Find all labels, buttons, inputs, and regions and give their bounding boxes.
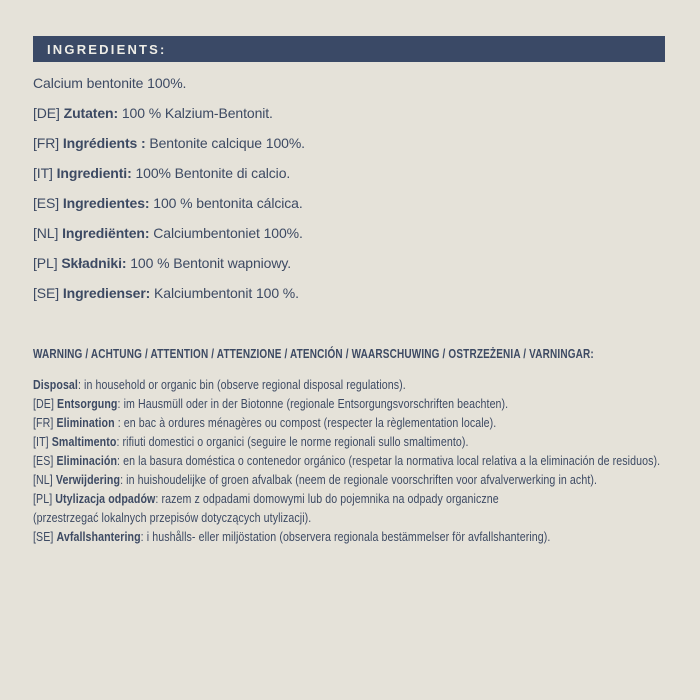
lang-code: [SE] (33, 285, 60, 301)
disposal-value: i hushålls- eller miljöstation (observera regionala bestämmelser för avfallshantering). (146, 530, 551, 544)
disposal-value: in household or organic bin (observe regional disposal regulations). (84, 378, 406, 392)
disposal-label: Utylizacja odpadów (55, 492, 156, 506)
ingredient-label: Ingrediënten: (62, 225, 150, 241)
separator: : (77, 378, 85, 392)
ingredient-label: Ingrédients : (62, 135, 146, 151)
ingredient-value: Kalciumbentonit 100 %. (154, 285, 299, 301)
ingredient-value: 100% Bentonite di calcio. (135, 165, 291, 181)
disposal-label: Elimination (56, 416, 115, 430)
separator: : (120, 473, 127, 487)
lang-code: [NL] (33, 225, 59, 241)
disposal-value: rifiuti domestici o organici (seguire le norme regionali sullo smaltimento). (122, 435, 469, 449)
disposal-value: in huishoudelijke of groen afvalbak (neem de regionale voorschriften voor afvalverwerking in acht). (126, 473, 598, 487)
lang-code: [PL] (33, 255, 58, 271)
disposal-value: en bac à ordures ménagères ou compost (respecter la règlementation locale). (123, 416, 497, 430)
ingredients-section (33, 74, 305, 314)
ingredient-line-se (33, 284, 305, 314)
separator: : (114, 416, 124, 430)
lang-code: [DE] (33, 105, 60, 121)
lang-code: [DE] (33, 397, 55, 411)
ingredient-value: Calciumbentoniet 100%. (153, 225, 303, 241)
separator: : (140, 530, 147, 544)
disposal-value: en la basura doméstica o contenedor orgánico (respetar la normativa local relativa a la eliminación de residuos). (123, 454, 661, 468)
ingredients-header-bar (33, 36, 665, 62)
disposal-section (33, 376, 700, 547)
lang-code: [IT] (33, 165, 53, 181)
disposal-value: razem z odpadami domowymi lub do pojemnika na odpady organiczne (161, 492, 499, 506)
disposal-line-se (33, 528, 700, 547)
ingredient-line-default (33, 74, 305, 104)
lang-code: [NL] (33, 473, 53, 487)
warning-heading: WARNING / ACHTUNG / ATTENTION / ATTENZIONE / ATENCIÓN / WAARSCHUWING / OSTRZEŻENIA / VARNINGAR: (33, 347, 594, 361)
disposal-line-es (33, 452, 700, 471)
disposal-value-continued: (przestrzegać lokalnych przepisów dotyczących utylizacji). (33, 511, 312, 525)
ingredient-value: 100 % Bentonit wapniowy. (130, 255, 292, 271)
ingredient-line-es (33, 194, 305, 224)
lang-code: [FR] (33, 416, 54, 430)
disposal-label: Entsorgung (57, 397, 118, 411)
ingredient-intro-text: Calcium bentonite 100%. (33, 75, 187, 91)
ingredient-line-fr (33, 134, 305, 164)
disposal-line-it (33, 433, 700, 452)
ingredient-label: Ingredienti: (56, 165, 132, 181)
disposal-line-de (33, 395, 700, 414)
ingredient-line-pl (33, 254, 305, 284)
disposal-label: Avfallshantering (56, 530, 141, 544)
lang-code: [FR] (33, 135, 60, 151)
separator: : (117, 397, 124, 411)
ingredient-label: Ingredienser: (62, 285, 151, 301)
ingredient-value: 100 % Kalzium-Bentonit. (121, 105, 273, 121)
disposal-label: Smaltimento (51, 435, 117, 449)
ingredient-value: Bentonite calcique 100%. (149, 135, 305, 151)
separator: : (117, 454, 124, 468)
lang-code: [ES] (33, 454, 54, 468)
ingredients-header-title: INGREDIENTS: (47, 41, 167, 57)
ingredient-line-nl (33, 224, 305, 254)
disposal-label: Eliminación (56, 454, 118, 468)
disposal-line-fr (33, 414, 700, 433)
disposal-label: Disposal (33, 378, 78, 392)
ingredient-line-it (33, 164, 305, 194)
disposal-line-default (33, 376, 700, 395)
disposal-line-pl (33, 490, 700, 528)
lang-code: [IT] (33, 435, 49, 449)
ingredient-label: Ingredientes: (62, 195, 150, 211)
ingredient-label: Składniki: (61, 255, 127, 271)
ingredient-line-de (33, 104, 305, 134)
ingredient-value: 100 % bentonita cálcica. (153, 195, 303, 211)
disposal-label: Verwijdering (55, 473, 121, 487)
separator: : (116, 435, 123, 449)
disposal-value: im Hausmüll oder in der Biotonne (regionale Entsorgungsvorschriften beachten). (123, 397, 509, 411)
lang-code: [PL] (33, 492, 53, 506)
separator: : (155, 492, 162, 506)
lang-code: [ES] (33, 195, 60, 211)
ingredient-label: Zutaten: (63, 105, 119, 121)
lang-code: [SE] (33, 530, 54, 544)
disposal-line-nl (33, 471, 700, 490)
